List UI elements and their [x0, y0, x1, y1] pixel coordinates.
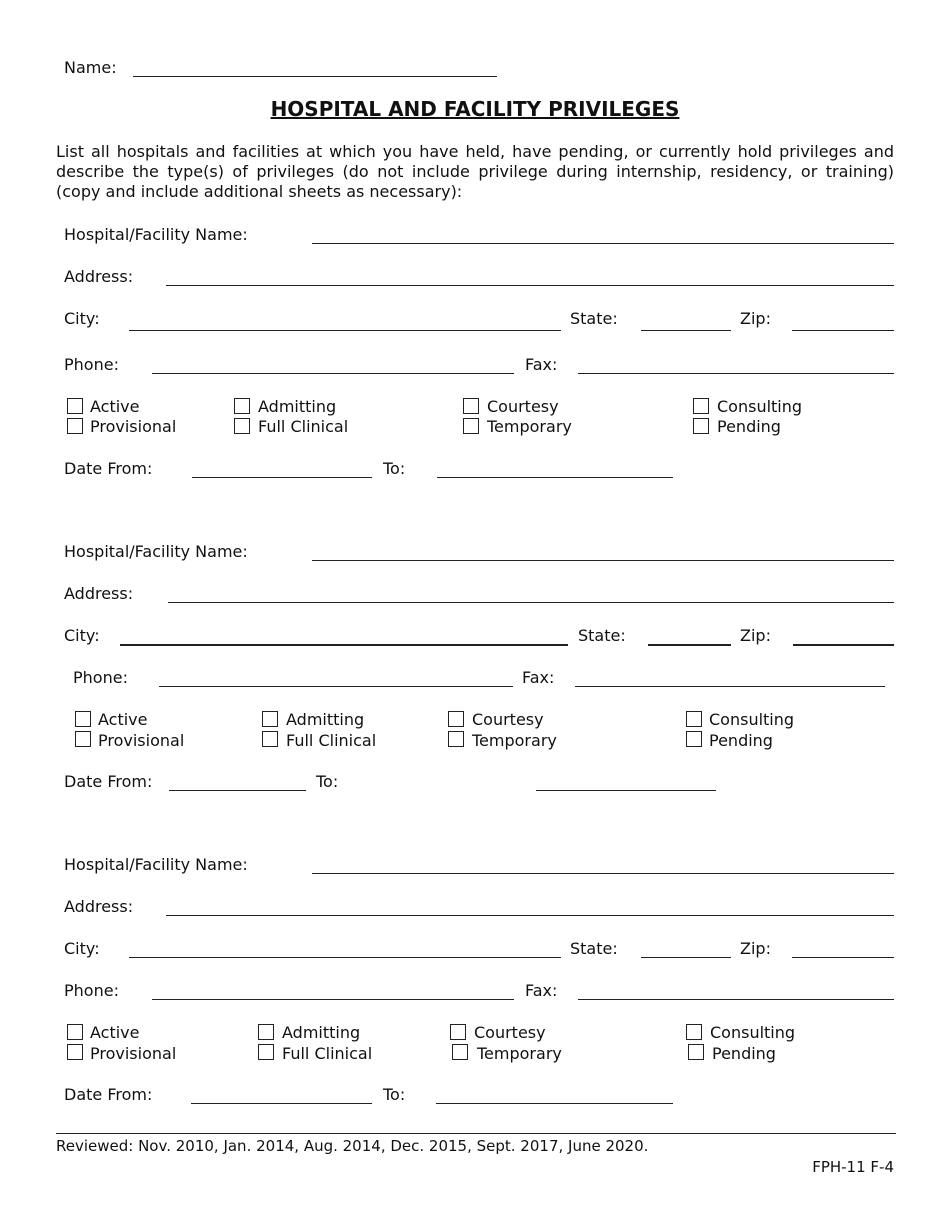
state-label: State:: [578, 626, 626, 645]
pending-checkbox[interactable]: [688, 1044, 704, 1060]
state-line[interactable]: [648, 644, 731, 646]
address-line[interactable]: [168, 602, 894, 603]
active-checkbox[interactable]: [67, 398, 83, 414]
consulting-checkbox[interactable]: [693, 398, 709, 414]
consulting-checkbox[interactable]: [686, 711, 702, 727]
consulting-label: Consulting: [709, 710, 795, 729]
date-to-label: To:: [316, 772, 339, 791]
provisional-label: Provisional: [90, 417, 177, 436]
fax-label: Fax:: [525, 355, 558, 374]
address-label: Address:: [64, 897, 134, 916]
courtesy-checkbox[interactable]: [448, 711, 464, 727]
full-clinical-label: Full Clinical: [282, 1044, 373, 1063]
address-label: Address:: [64, 267, 134, 286]
state-line[interactable]: [641, 957, 731, 958]
active-checkbox[interactable]: [75, 711, 91, 727]
facility-name-label: Hospital/Facility Name:: [64, 855, 248, 874]
temporary-checkbox[interactable]: [452, 1044, 468, 1060]
courtesy-label: Courtesy: [474, 1023, 546, 1042]
facility-name-label: Hospital/Facility Name:: [64, 542, 248, 561]
form-code: FPH-11 F-4: [812, 1158, 894, 1176]
active-label: Active: [98, 710, 148, 729]
temporary-label: Temporary: [487, 417, 572, 436]
active-checkbox[interactable]: [67, 1024, 83, 1040]
fax-line[interactable]: [575, 686, 885, 687]
state-line[interactable]: [641, 330, 731, 331]
consulting-label: Consulting: [710, 1023, 796, 1042]
instructions-text: List all hospitals and facilities at which you have held, have pending, or currently hold privileges and describe the type(s) of privileges (do not include privilege during internship, residency, or training) (copy and include additional sheets as necessary):: [56, 142, 894, 201]
address-line[interactable]: [166, 915, 894, 916]
facility-name-line[interactable]: [312, 560, 894, 561]
admitting-label: Admitting: [286, 710, 365, 729]
phone-line[interactable]: [159, 686, 513, 687]
date-from-line[interactable]: [169, 790, 306, 791]
date-to-line[interactable]: [536, 790, 716, 791]
temporary-checkbox[interactable]: [463, 418, 479, 434]
phone-line[interactable]: [152, 999, 514, 1000]
full-clinical-checkbox[interactable]: [258, 1044, 274, 1060]
phone-label: Phone:: [64, 981, 119, 1000]
fax-line[interactable]: [578, 373, 894, 374]
consulting-label: Consulting: [717, 397, 803, 416]
name-input-line[interactable]: [133, 76, 497, 77]
city-line[interactable]: [120, 644, 568, 646]
courtesy-checkbox[interactable]: [450, 1024, 466, 1040]
temporary-checkbox[interactable]: [448, 731, 464, 747]
full-clinical-checkbox[interactable]: [234, 418, 250, 434]
pending-checkbox[interactable]: [693, 418, 709, 434]
address-line[interactable]: [166, 285, 894, 286]
phone-label: Phone:: [73, 668, 128, 687]
full-clinical-label: Full Clinical: [258, 417, 349, 436]
city-label: City:: [64, 939, 100, 958]
provisional-label: Provisional: [98, 731, 185, 750]
provisional-checkbox[interactable]: [75, 731, 91, 747]
facility-name-line[interactable]: [312, 873, 894, 874]
active-label: Active: [90, 1023, 140, 1042]
state-label: State:: [570, 309, 618, 328]
city-label: City:: [64, 626, 100, 645]
fax-label: Fax:: [522, 668, 555, 687]
fax-label: Fax:: [525, 981, 558, 1000]
facility-name-line[interactable]: [312, 243, 894, 244]
temporary-label: Temporary: [472, 731, 557, 750]
address-label: Address:: [64, 584, 134, 603]
phone-line[interactable]: [152, 373, 514, 374]
state-label: State:: [570, 939, 618, 958]
name-label: Name:: [64, 58, 117, 77]
date-to-line[interactable]: [437, 477, 673, 478]
page-title: HOSPITAL AND FACILITY PRIVILEGES: [270, 97, 680, 121]
city-line[interactable]: [129, 957, 561, 958]
pending-label: Pending: [712, 1044, 776, 1063]
zip-label: Zip:: [740, 309, 771, 328]
courtesy-label: Courtesy: [487, 397, 559, 416]
date-from-label: Date From:: [64, 772, 153, 791]
date-to-line[interactable]: [436, 1103, 673, 1104]
date-to-label: To:: [383, 459, 406, 478]
admitting-checkbox[interactable]: [262, 711, 278, 727]
full-clinical-label: Full Clinical: [286, 731, 377, 750]
date-from-line[interactable]: [192, 477, 372, 478]
facility-name-label: Hospital/Facility Name:: [64, 225, 248, 244]
full-clinical-checkbox[interactable]: [262, 731, 278, 747]
date-from-label: Date From:: [64, 459, 153, 478]
temporary-label: Temporary: [477, 1044, 562, 1063]
courtesy-checkbox[interactable]: [463, 398, 479, 414]
zip-label: Zip:: [740, 626, 771, 645]
phone-label: Phone:: [64, 355, 119, 374]
pending-label: Pending: [717, 417, 781, 436]
city-label: City:: [64, 309, 100, 328]
active-label: Active: [90, 397, 140, 416]
admitting-checkbox[interactable]: [258, 1024, 274, 1040]
zip-label: Zip:: [740, 939, 771, 958]
fax-line[interactable]: [578, 999, 894, 1000]
date-to-label: To:: [383, 1085, 406, 1104]
zip-line[interactable]: [793, 644, 894, 646]
provisional-checkbox[interactable]: [67, 418, 83, 434]
pending-checkbox[interactable]: [686, 731, 702, 747]
provisional-checkbox[interactable]: [67, 1044, 83, 1060]
provisional-label: Provisional: [90, 1044, 177, 1063]
zip-line[interactable]: [792, 957, 894, 958]
zip-line[interactable]: [792, 330, 894, 331]
reviewed-dates: Reviewed: Nov. 2010, Jan. 2014, Aug. 2014, Dec. 2015, Sept. 2017, June 2020.: [56, 1137, 649, 1155]
date-from-line[interactable]: [191, 1103, 372, 1104]
date-from-label: Date From:: [64, 1085, 153, 1104]
pending-label: Pending: [709, 731, 773, 750]
city-line[interactable]: [129, 330, 561, 331]
footer-divider: [56, 1133, 896, 1134]
admitting-label: Admitting: [282, 1023, 361, 1042]
admitting-label: Admitting: [258, 397, 337, 416]
courtesy-label: Courtesy: [472, 710, 544, 729]
admitting-checkbox[interactable]: [234, 398, 250, 414]
consulting-checkbox[interactable]: [686, 1024, 702, 1040]
